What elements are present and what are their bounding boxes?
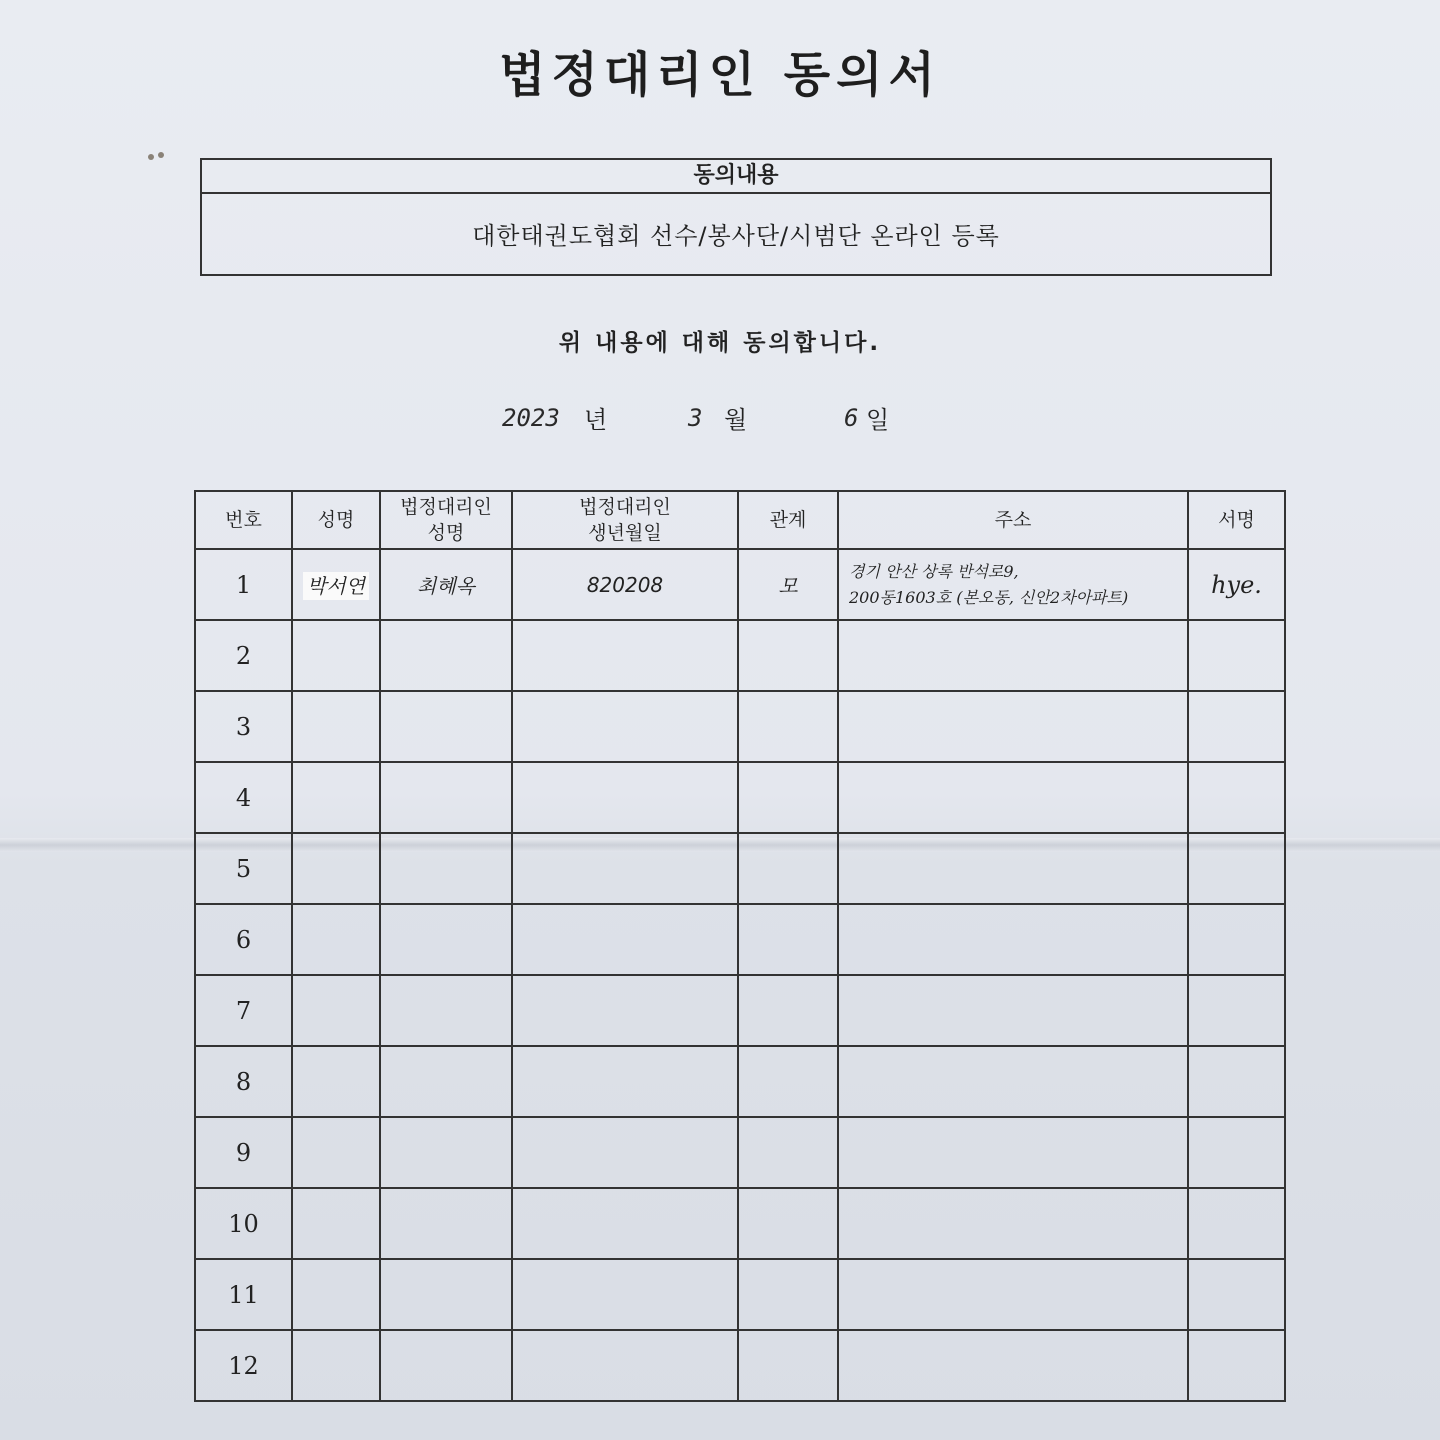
guardian-name [380, 1117, 512, 1188]
participant-name [292, 1259, 380, 1330]
address [838, 620, 1188, 691]
relation [738, 1117, 838, 1188]
relation [738, 975, 838, 1046]
table-row [195, 762, 1285, 833]
document-title: 법정대리인 동의서 [499, 47, 941, 103]
guardian-birthdate [512, 691, 738, 762]
header-guardian-name: 법정대리인 성명 [380, 491, 512, 549]
row-number: 4 [195, 762, 292, 833]
date-row [0, 398, 1440, 438]
date-month-label: 월 [724, 406, 748, 434]
relation [738, 1188, 838, 1259]
row-number: 11 [195, 1259, 292, 1330]
row-number: 7 [195, 975, 292, 1046]
participant-name [292, 975, 380, 1046]
address: 경기 안산 상록 반석로9, 200동1603호 (본오동, 신안2차아파트) [838, 549, 1188, 620]
guardian-name [380, 1046, 512, 1117]
relation: 모 [738, 549, 838, 620]
header-relation: 관계 [738, 491, 838, 549]
guardian-birthdate [512, 1188, 738, 1259]
guardian-birthdate [512, 762, 738, 833]
row-number: 6 [195, 904, 292, 975]
signature [1188, 1259, 1285, 1330]
row-number: 9 [195, 1117, 292, 1188]
table-header-row [195, 491, 1285, 549]
signature [1188, 833, 1285, 904]
relation [738, 904, 838, 975]
relation [738, 833, 838, 904]
participant-name [292, 1046, 380, 1117]
guardian-name [380, 975, 512, 1046]
participant-name: 박서연 [292, 549, 380, 620]
relation [738, 1046, 838, 1117]
agreement-statement: 위 내용에 대해 동의합니다. [558, 330, 882, 356]
signature [1188, 691, 1285, 762]
guardian-birthdate [512, 1117, 738, 1188]
address [838, 833, 1188, 904]
guardian-birthdate [512, 1046, 738, 1117]
signature [1188, 762, 1285, 833]
guardian-birthdate [512, 1259, 738, 1330]
relation [738, 620, 838, 691]
signature [1188, 975, 1285, 1046]
address [838, 1046, 1188, 1117]
consent-header: 동의내용 [202, 160, 1270, 194]
guardian-birthdate: 820208 [512, 549, 738, 620]
signature [1188, 620, 1285, 691]
table-row [195, 1330, 1285, 1401]
address [838, 1330, 1188, 1401]
guardian-name [380, 691, 512, 762]
participant-name [292, 904, 380, 975]
table-row [195, 1046, 1285, 1117]
address [838, 1259, 1188, 1330]
signature [1188, 1046, 1285, 1117]
address [838, 762, 1188, 833]
signature [1188, 904, 1285, 975]
table-row [195, 1188, 1285, 1259]
date-day-label: 일 [866, 406, 890, 434]
address [838, 1117, 1188, 1188]
table-row [195, 1259, 1285, 1330]
signature [1188, 1188, 1285, 1259]
guardian-name [380, 620, 512, 691]
guardian-birthdate [512, 975, 738, 1046]
guardian-birthdate [512, 620, 738, 691]
participant-name [292, 691, 380, 762]
guardian-birthdate [512, 904, 738, 975]
participant-name [292, 620, 380, 691]
date-month: 3 [688, 404, 703, 432]
header-name: 성명 [292, 491, 380, 549]
address [838, 975, 1188, 1046]
date-year-label: 년 [584, 406, 608, 434]
participant-name [292, 1330, 380, 1401]
date-year: 2023 [502, 404, 560, 432]
relation [738, 691, 838, 762]
address [838, 904, 1188, 975]
table-row [195, 904, 1285, 975]
signature: hye. [1188, 549, 1285, 620]
guardian-name [380, 904, 512, 975]
row-number: 10 [195, 1188, 292, 1259]
row-number: 8 [195, 1046, 292, 1117]
guardian-table [194, 490, 1286, 1402]
guardian-name [380, 833, 512, 904]
participant-name [292, 1188, 380, 1259]
consent-content: 대한태권도협회 선수/봉사단/시범단 온라인 등록 [472, 222, 1000, 250]
guardian-name [380, 1188, 512, 1259]
header-no: 번호 [195, 491, 292, 549]
participant-name [292, 762, 380, 833]
signature [1188, 1117, 1285, 1188]
table-row [195, 549, 1285, 620]
header-signature: 서명 [1188, 491, 1285, 549]
consent-box [200, 158, 1272, 276]
participant-name [292, 1117, 380, 1188]
guardian-name [380, 762, 512, 833]
guardian-birthdate [512, 1330, 738, 1401]
table-row [195, 833, 1285, 904]
relation [738, 1330, 838, 1401]
table-row [195, 1117, 1285, 1188]
relation [738, 1259, 838, 1330]
row-number: 3 [195, 691, 292, 762]
guardian-name [380, 1330, 512, 1401]
address [838, 1188, 1188, 1259]
date-day: 6 [844, 404, 859, 432]
row-number: 5 [195, 833, 292, 904]
signature [1188, 1330, 1285, 1401]
row-number: 1 [195, 549, 292, 620]
guardian-birthdate [512, 833, 738, 904]
guardian-name [380, 1259, 512, 1330]
address [838, 691, 1188, 762]
header-address: 주소 [838, 491, 1188, 549]
table-row [195, 620, 1285, 691]
header-guardian-birth: 법정대리인 생년월일 [512, 491, 738, 549]
paper-speck [148, 152, 166, 160]
row-number: 2 [195, 620, 292, 691]
guardian-name: 최혜옥 [380, 549, 512, 620]
relation [738, 762, 838, 833]
participant-name [292, 833, 380, 904]
row-number: 12 [195, 1330, 292, 1401]
table-row [195, 975, 1285, 1046]
table-row [195, 691, 1285, 762]
